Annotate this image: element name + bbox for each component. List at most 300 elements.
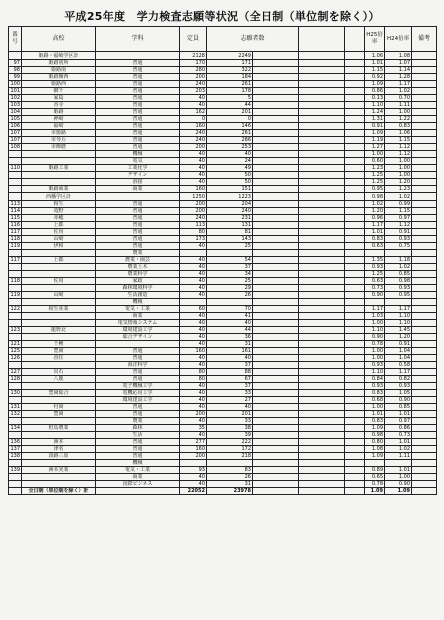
blank-cell <box>299 208 345 215</box>
h24-ratio-value: 1.04 <box>385 355 412 362</box>
applicants-value: 36 <box>207 334 253 341</box>
h25-ratio-value: 1.27 <box>365 144 385 151</box>
capacity-value: 200 <box>180 144 207 151</box>
row-number: 99 <box>9 74 22 81</box>
capacity-value: 203 <box>180 88 207 95</box>
table-row <box>9 123 437 130</box>
h25-ratio-value: 0.83 <box>365 390 385 397</box>
applicants-value: 286 <box>207 137 253 144</box>
h25-ratio-value: 1.10 <box>365 327 385 334</box>
school-name <box>22 158 96 165</box>
applicants-value: 37 <box>207 362 253 369</box>
course-name: 森林 <box>96 425 180 432</box>
blank-cell <box>345 95 365 102</box>
row-number: 118 <box>10 236 20 242</box>
h24-ratio-value: 1.15 <box>385 137 412 144</box>
h24-ratio-value: 1.12 <box>385 222 412 229</box>
h25-ratio-value: 0.93 <box>365 383 385 390</box>
blank-cell <box>345 313 365 320</box>
blank-cell <box>253 88 299 95</box>
blank-cell <box>345 432 365 439</box>
blank-cell <box>345 102 365 109</box>
blank-cell <box>345 285 365 292</box>
h25-ratio-value: 0.83 <box>365 418 385 425</box>
school-name: 西播学区計 <box>22 193 96 201</box>
school-name: 相生産業 <box>22 306 96 313</box>
blank-cell <box>345 201 365 208</box>
course-name: 農業土木 <box>96 264 180 271</box>
school-name: 豊岡 <box>22 348 96 355</box>
blank-cell <box>345 193 365 201</box>
course-name: 農業 <box>96 418 180 425</box>
h25-ratio-value: 0.91 <box>365 123 385 130</box>
blank-cell <box>345 215 365 222</box>
h25-ratio-value: 1.35 <box>365 257 385 264</box>
blank-cell <box>253 186 299 193</box>
table-row <box>9 369 437 376</box>
capacity-value: 40 <box>180 243 207 250</box>
table-row <box>9 271 437 278</box>
course-name: 普通 <box>96 102 180 109</box>
school-name: 赤穂 <box>22 215 96 222</box>
course-name: 電機応用工学 <box>96 390 180 397</box>
school-name <box>22 362 96 369</box>
table-row <box>9 376 437 383</box>
course-name: 電気 <box>96 158 180 165</box>
row-number: 108 <box>10 144 20 150</box>
notes-cell <box>412 151 437 158</box>
h24-ratio-value: 0.97 <box>385 418 412 425</box>
notes-cell <box>412 222 437 229</box>
school-name <box>22 285 96 292</box>
h25-ratio-value: 0.13 <box>365 95 385 102</box>
h25-ratio-value: 1.25 <box>365 172 385 179</box>
school-name: 出石 <box>22 369 96 376</box>
capacity-value: 160 <box>180 348 207 355</box>
applicants-value: 40 <box>207 404 253 411</box>
course-name: 機械 <box>96 299 180 306</box>
capacity-value: 40 <box>180 341 207 348</box>
course-name: 普通 <box>96 130 180 137</box>
capacity-value: 40 <box>180 179 207 186</box>
h25-ratio-value: 0.95 <box>365 186 385 193</box>
blank-cell <box>253 362 299 369</box>
blank-cell <box>299 446 345 453</box>
blank-cell <box>299 306 345 313</box>
row-number: 136 <box>10 439 20 445</box>
applicants-value: 5 <box>207 95 253 102</box>
applicants-value: 151 <box>207 186 253 193</box>
row-number: 105 <box>10 116 20 122</box>
blank-cell <box>345 144 365 151</box>
header-applicants: 志願者数 <box>207 27 299 52</box>
notes-cell <box>412 215 437 222</box>
applicants-value: 39 <box>207 432 253 439</box>
h24-ratio-value: 1.02 <box>385 446 412 453</box>
blank-cell <box>299 236 345 243</box>
course-name: 電子機械工学 <box>96 383 180 390</box>
row-number: 118 <box>10 278 20 284</box>
table-row <box>9 348 437 355</box>
applicants-value: 201 <box>207 109 253 116</box>
blank-cell <box>345 460 365 467</box>
table-row <box>9 222 437 229</box>
course-name: 普通 <box>96 229 180 236</box>
blank-cell <box>299 292 345 299</box>
row-number: 114 <box>10 208 20 214</box>
notes-cell <box>412 432 437 439</box>
table-row <box>9 60 437 67</box>
h24-ratio-value: 0.91 <box>385 341 412 348</box>
blank-cell <box>253 81 299 88</box>
table-row <box>9 418 437 425</box>
applicant-status-table <box>8 26 437 495</box>
capacity-value: 80 <box>180 229 207 236</box>
applicants-value: 27 <box>207 397 253 404</box>
blank-cell <box>299 193 345 201</box>
blank-cell <box>253 229 299 236</box>
h25-ratio-value: 0.84 <box>365 376 385 383</box>
notes-cell <box>412 109 437 116</box>
capacity-value <box>180 299 207 306</box>
blank-cell <box>299 425 345 432</box>
h25-ratio-value: 1.09 <box>365 81 385 88</box>
h25-ratio-value: 0.63 <box>365 243 385 250</box>
blank-cell <box>253 193 299 201</box>
h25-ratio-value: 1.31 <box>365 116 385 123</box>
blank-cell <box>345 74 365 81</box>
course-name: 普通 <box>96 88 180 95</box>
h25-ratio-value: 0.86 <box>365 88 385 95</box>
blank-cell <box>299 67 345 74</box>
capacity-value: 40 <box>180 474 207 481</box>
course-name: 家政 <box>96 278 180 285</box>
blank-cell <box>299 411 345 418</box>
capacity-value: 277 <box>180 439 207 446</box>
school-name <box>22 299 96 306</box>
notes-cell <box>412 81 437 88</box>
h25-ratio-value: 1.17 <box>365 306 385 313</box>
school-name: 村岡 <box>22 404 96 411</box>
applicants-value <box>207 250 253 257</box>
blank-cell <box>299 383 345 390</box>
notes-cell <box>412 137 437 144</box>
applicants-value: 67 <box>207 376 253 383</box>
capacity-value <box>180 250 207 257</box>
table-row <box>9 432 437 439</box>
school-name: 豊岡総合 <box>22 390 96 397</box>
school-name: 姫路西 <box>22 81 96 88</box>
applicants-value <box>207 299 253 306</box>
applicants-value: 240 <box>207 208 253 215</box>
blank-cell <box>253 299 299 306</box>
blank-cell <box>299 52 345 60</box>
row-number <box>9 264 22 271</box>
blank-cell <box>299 467 345 474</box>
capacity-value: 40 <box>180 327 207 334</box>
row-number: 127 <box>10 369 20 375</box>
blank-cell <box>299 144 345 151</box>
capacity-value: 200 <box>180 201 207 208</box>
notes-cell <box>412 376 437 383</box>
h25-ratio-value: 0.90 <box>365 334 385 341</box>
h25-ratio-value: 1.00 <box>365 355 385 362</box>
blank-cell <box>345 481 365 488</box>
blank-cell <box>253 144 299 151</box>
blank-cell <box>345 88 365 95</box>
notes-cell <box>412 320 437 327</box>
notes-cell <box>412 355 437 362</box>
h24-ratio-value: 1.01 <box>385 467 412 474</box>
h25-ratio-value: 1.24 <box>365 109 385 116</box>
course-name: 普通 <box>96 411 180 418</box>
row-number <box>9 285 22 292</box>
row-number: 113 <box>10 201 20 207</box>
notes-cell <box>412 229 437 236</box>
row-number <box>9 488 22 495</box>
applicants-value <box>207 460 253 467</box>
row-number <box>9 481 22 488</box>
capacity-value: 93 <box>180 467 207 474</box>
h24-ratio-value: 0.90 <box>385 481 412 488</box>
h25-ratio-value: 1.25 <box>365 179 385 186</box>
notes-cell <box>412 236 437 243</box>
h24-ratio-value: 1.07 <box>385 60 412 67</box>
capacity-value: 80 <box>180 369 207 376</box>
row-number: 128 <box>10 376 20 382</box>
h24-ratio-value: 0.75 <box>385 243 412 250</box>
header-h24-ratio: H24倍率 <box>385 27 412 52</box>
school-name <box>22 179 96 186</box>
school-name: 豊岡 <box>22 411 96 418</box>
h25-ratio-value <box>365 299 385 306</box>
notes-cell <box>412 116 437 123</box>
applicants-value: 50 <box>207 179 253 186</box>
applicants-value: 54 <box>207 257 253 264</box>
school-name <box>22 397 96 404</box>
h24-ratio-value: 1.12 <box>385 151 412 158</box>
row-number <box>9 460 22 467</box>
course-name: 環境建設工学 <box>96 327 180 334</box>
h25-ratio-value: 1.00 <box>365 151 385 158</box>
h24-ratio-value: 0.73 <box>385 432 412 439</box>
applicants-value: 24 <box>207 158 253 165</box>
school-name: 上郡 <box>22 222 96 229</box>
row-number: 134 <box>10 425 20 431</box>
row-number <box>9 362 22 369</box>
h24-ratio-value: 1.17 <box>385 81 412 88</box>
h25-ratio-value: 1.17 <box>365 222 385 229</box>
capacity-value: 40 <box>180 172 207 179</box>
course-name: 普通 <box>96 404 180 411</box>
blank-cell <box>253 327 299 334</box>
blank-cell <box>299 488 345 495</box>
notes-cell <box>412 453 437 460</box>
school-name <box>22 334 96 341</box>
h24-ratio-value: 0.85 <box>385 271 412 278</box>
course-name: 普通 <box>96 453 180 460</box>
blank-cell <box>345 376 365 383</box>
h24-ratio-value: 1.00 <box>385 474 412 481</box>
blank-cell <box>345 474 365 481</box>
row-number <box>9 418 22 425</box>
applicants-value: 40 <box>207 355 253 362</box>
blank-cell <box>299 151 345 158</box>
course-name: 普通 <box>96 109 180 116</box>
capacity-value: 200 <box>180 74 207 81</box>
blank-cell <box>253 369 299 376</box>
blank-cell <box>253 320 299 327</box>
h25-ratio-value: 0.68 <box>365 397 385 404</box>
applicants-value: 218 <box>207 453 253 460</box>
h24-ratio-value: 1.02 <box>385 193 412 201</box>
h24-ratio-value: 0.93 <box>385 285 412 292</box>
blank-cell <box>345 116 365 123</box>
row-number: 125 <box>10 348 20 354</box>
school-name: 福崎 <box>22 123 96 130</box>
school-name <box>22 264 96 271</box>
applicants-value: 231 <box>207 215 253 222</box>
course-name: 普通 <box>96 439 180 446</box>
row-number <box>9 299 22 306</box>
blank-cell <box>345 411 365 418</box>
notes-cell <box>412 446 437 453</box>
table-row <box>9 390 437 397</box>
page-title: 平成25年度 学力検査志願等状況（全日制（単位制を除く）） <box>64 10 380 23</box>
capacity-value: 80 <box>180 376 207 383</box>
notes-cell <box>412 292 437 299</box>
applicants-value: 161 <box>207 348 253 355</box>
blank-cell <box>345 229 365 236</box>
applicants-value: 40 <box>207 151 253 158</box>
notes-cell <box>412 306 437 313</box>
table-row <box>9 313 437 320</box>
h24-ratio-value: 0.93 <box>385 383 412 390</box>
h24-ratio-value: 1.17 <box>385 306 412 313</box>
blank-cell <box>299 215 345 222</box>
course-name: 生活 <box>96 432 180 439</box>
course-name: 海洋科学 <box>96 362 180 369</box>
blank-cell <box>253 453 299 460</box>
capacity-value: 40 <box>180 285 207 292</box>
row-number: 107 <box>10 130 20 136</box>
notes-cell <box>412 369 437 376</box>
h24-ratio-value: 1.00 <box>385 165 412 172</box>
capacity-value: 40 <box>180 334 207 341</box>
blank-cell <box>253 425 299 432</box>
blank-cell <box>345 151 365 158</box>
course-name: 機械 <box>96 460 180 467</box>
capacity-value: 40 <box>180 418 207 425</box>
blank-cell <box>299 250 345 257</box>
capacity-value: 1250 <box>180 193 207 201</box>
row-number: 117 <box>10 229 20 235</box>
school-name: 網干 <box>22 88 96 95</box>
school-name: 全日制（単位制を除く）計 <box>22 488 96 495</box>
blank-cell <box>299 362 345 369</box>
row-number <box>9 151 22 158</box>
school-name: 姫路商業 <box>22 186 96 193</box>
course-name: 普通 <box>96 355 180 362</box>
course-name: 農業 <box>96 250 180 257</box>
school-name: 相生 <box>22 201 96 208</box>
blank-cell <box>345 123 365 130</box>
school-name: 市琴丘 <box>22 137 96 144</box>
blank-cell <box>253 411 299 418</box>
blank-cell <box>345 250 365 257</box>
course-name: 普通 <box>96 236 180 243</box>
h25-ratio-value: 0.80 <box>365 439 385 446</box>
course-name <box>96 193 180 201</box>
notes-cell <box>412 481 437 488</box>
school-name: 香寺 <box>22 102 96 109</box>
h24-ratio-value: 1.06 <box>385 130 412 137</box>
h25-ratio-value: 0.90 <box>365 292 385 299</box>
table-row <box>9 165 437 172</box>
blank-cell <box>253 383 299 390</box>
blank-cell <box>253 116 299 123</box>
capacity-value: 40 <box>180 278 207 285</box>
header-h25-ratio: H25倍率 <box>365 27 385 52</box>
school-name: 淡路三原 <box>22 453 96 460</box>
blank-cell <box>345 130 365 137</box>
applicants-value: 0 <box>207 116 253 123</box>
table-row <box>9 250 437 257</box>
blank-cell <box>299 404 345 411</box>
capacity-value: 35 <box>180 425 207 432</box>
table-row <box>9 439 437 446</box>
blank-cell <box>345 278 365 285</box>
row-number: 131 <box>10 404 20 410</box>
row-number: 104 <box>10 109 20 115</box>
blank-cell <box>253 102 299 109</box>
blank-cell <box>253 271 299 278</box>
blank-cell <box>299 376 345 383</box>
applicants-value: 222 <box>207 439 253 446</box>
capacity-value: 200 <box>180 208 207 215</box>
h24-ratio-value: 0.85 <box>385 404 412 411</box>
blank-cell <box>345 467 365 474</box>
h24-ratio-value: 1.11 <box>385 102 412 109</box>
blank-cell <box>253 278 299 285</box>
school-name <box>22 320 96 327</box>
blank-cell <box>253 488 299 495</box>
h25-ratio-value: 1.00 <box>365 404 385 411</box>
blank-cell <box>299 355 345 362</box>
table-row <box>9 404 437 411</box>
h25-ratio-value: 0.93 <box>365 362 385 369</box>
notes-cell <box>412 334 437 341</box>
course-name: 生活創造 <box>96 292 180 299</box>
notes-cell <box>412 243 437 250</box>
capacity-value: 40 <box>180 257 207 264</box>
capacity-value: 200 <box>180 411 207 418</box>
applicants-value: 146 <box>207 123 253 130</box>
applicants-value: 34 <box>207 271 253 278</box>
applicants-value: 25 <box>207 243 253 250</box>
h24-ratio-value: 1.10 <box>385 313 412 320</box>
blank-cell <box>299 390 345 397</box>
applicants-value: 25 <box>207 278 253 285</box>
capacity-value: 40 <box>180 158 207 165</box>
capacity-value <box>180 460 207 467</box>
capacity-value: 162 <box>180 109 207 116</box>
blank-cell <box>299 102 345 109</box>
h25-ratio-value: 0.83 <box>365 236 385 243</box>
row-number: 122 <box>10 306 20 312</box>
h25-ratio-value: 0.92 <box>365 74 385 81</box>
blank-cell <box>345 355 365 362</box>
